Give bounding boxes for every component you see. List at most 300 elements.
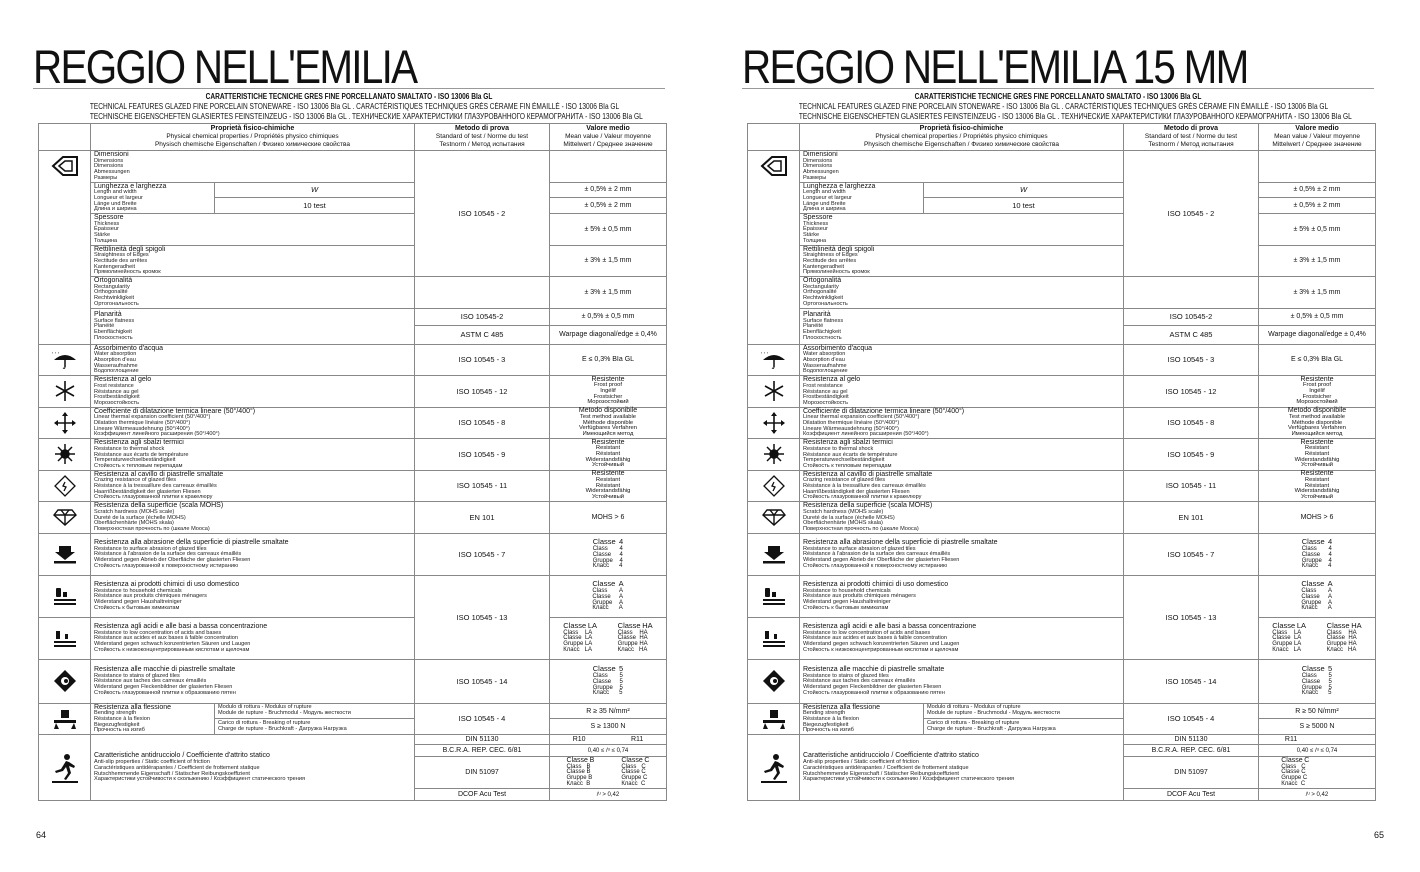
- acids-la-head: Classe: [563, 621, 587, 631]
- header-properties-sub1: Physical chemical properties / Propriétés physico chimiques: [875, 133, 1048, 140]
- din51097-g1-4: C: [1300, 780, 1306, 787]
- acids-la-c4: Класс: [1272, 646, 1289, 653]
- bending-breaking-1: Carico di rottura - Breaking of rupture: [927, 720, 1020, 727]
- shock-main: Resistenza agli sbalzi termici: [94, 439, 184, 447]
- straightness-main: Rettilineità degli spigoli: [803, 245, 875, 253]
- header-properties-title: Proprietà fisico-chimiche: [210, 125, 295, 132]
- bending-l1: Bending strength: [803, 710, 846, 717]
- water-main: Assorbimento d'acqua: [803, 344, 873, 352]
- row-crazing: [748, 470, 1376, 502]
- shock-v5: Устойчивый: [1301, 462, 1333, 469]
- abrasion-g3: 4: [1328, 557, 1332, 564]
- length-w: W: [924, 182, 1124, 198]
- acids-ha-col: [618, 623, 653, 653]
- household-label: [800, 575, 1124, 617]
- flatness-label: [800, 308, 1124, 344]
- flatness-methods: [1124, 308, 1259, 344]
- straightness-main: Rettilineità degli spigoli: [94, 245, 166, 253]
- thermal-v1: Metodo disponibile: [578, 407, 638, 415]
- header-method: [415, 124, 550, 151]
- dimensions-l1: Dimensions: [803, 157, 833, 164]
- mohs-label: [91, 502, 415, 534]
- abrasion-icon: [748, 533, 800, 575]
- mohs-main: Resistenza della superficie (scala MOHS): [94, 502, 224, 510]
- dimension-icon: [748, 151, 800, 345]
- subtitle-line-2: TECHNICAL FEATURES GLAZED FINE PORCELAIN STONEWARE - ISO 13006 BIa GL . CARACTÉRISTIQUES TECHNIQUES GRÈS CÉRAME FIN ÉMAILLÉ - ISO 13006 BIa GL: [798, 102, 1329, 111]
- water-l1: Water absorption: [803, 351, 846, 358]
- abrasion-g4: 4: [1328, 563, 1332, 570]
- din51097-c1-0: Classe: [566, 757, 588, 765]
- header-properties-sub2: Physisch chemische Eigenschaften / Физико химические свойства: [154, 141, 351, 148]
- household-g4: A: [618, 605, 623, 612]
- row-length-w: [748, 182, 1376, 198]
- thermal-main: Coefficiente di dilatazione termica lineare (50°/400°): [94, 407, 256, 415]
- abrasion-method: ISO 10545 - 7: [415, 533, 550, 575]
- din51097-c1-0: Classe: [1281, 757, 1303, 765]
- rectangularity-main: Ortogonalità: [803, 277, 842, 285]
- technical-features-table: [747, 123, 1376, 801]
- water-label: [91, 344, 415, 376]
- header-method-title: Metodo di prova: [454, 125, 510, 132]
- thickness-value: ± 5% ± 0,5 mm: [550, 214, 667, 246]
- subtitle-line-3: TECHNISCHE EIGENSCHEFTEN GLASIERTES FEINSTEINZEUG - ISO 13006 BIa GL . ТЕХНИЧЕСКИЕ ХАРАКТЕРИСТИКИ ГЛАЗУРОВАННОГО КЕРАМОГРАНИТА - ISO 13006 BIa GL: [798, 112, 1352, 121]
- mohs-method: EN 101: [1124, 502, 1259, 534]
- header-method: [1124, 124, 1259, 151]
- row-household-chemicals: [39, 575, 667, 617]
- water-l4: Водопоглощение: [803, 368, 848, 375]
- stains-l4: Стойкость глазурованной плитки к образованию пятен: [803, 689, 945, 696]
- abrasion-class-table: [1302, 538, 1332, 570]
- header-icon-cell: [748, 124, 800, 151]
- rectangularity-l1: Rectangularity: [94, 283, 130, 290]
- thermal-method: ISO 10545 - 8: [415, 407, 550, 439]
- dimension-icon: [39, 151, 91, 345]
- row-thermal-expansion: [748, 407, 1376, 439]
- stains-c2: Classe: [592, 678, 612, 685]
- acids-ha-col: [1327, 623, 1362, 653]
- rectangularity-method: [415, 277, 550, 309]
- frost-l3: Frostbeständigkeit: [803, 394, 849, 401]
- stains-l1: Resistance to stains of glazed tiles: [803, 672, 889, 679]
- slip-value-din51130: [550, 735, 667, 745]
- shock-value: [1259, 439, 1376, 471]
- mohs-method: EN 101: [415, 502, 550, 534]
- abrasion-g2: 4: [619, 551, 623, 558]
- length-test-value: ± 0,5% ± 2 mm: [1259, 198, 1376, 214]
- flatness-value-1: ± 0,5% ± 0,5 mm: [550, 309, 666, 326]
- frost-v1: Resistente: [1300, 375, 1334, 383]
- mohs-value: MOHS > 6: [1259, 502, 1376, 534]
- header-value-sub2: Mittelwert / Среднее значение: [1272, 141, 1362, 148]
- rectangularity-value: ± 3% ± 1,5 mm: [550, 277, 667, 309]
- din51130-value: R10: [572, 736, 586, 744]
- din51097-col-1: [567, 758, 595, 787]
- row-rectangularity: [748, 277, 1376, 309]
- row-length-w: [39, 182, 667, 198]
- abrasion-class-head: Classe: [592, 537, 616, 547]
- stains-group-head: 5: [1328, 664, 1333, 674]
- mohs-l4: Поверхностная прочность по (шкале Mooca): [94, 525, 210, 532]
- mohs-l3: Oberflächenhärte (MOHS skala): [94, 520, 174, 527]
- acids-l1: Resistance to low concentration of acids and bases: [803, 629, 931, 636]
- din51097-c1-3: Gruppe: [1281, 774, 1302, 781]
- shock-v3: Résistant: [1304, 451, 1330, 458]
- bending-l3: Biegezugfestigkeit: [94, 721, 140, 728]
- rectangularity-l3: Rechtwinkligkeit: [803, 295, 844, 302]
- title-divider: [742, 88, 1374, 89]
- slip-value-bcra: 0,40 ≤ /ᵘ ≤ 0,74: [550, 745, 667, 757]
- din51097-c1-2: Classe: [566, 769, 585, 776]
- household-c1: Class: [1301, 587, 1317, 594]
- shock-l4: Стойкость к тепловым перепадам: [803, 462, 892, 469]
- bending-modulus: [215, 703, 415, 719]
- acids-bases-icon: [748, 617, 800, 659]
- acids-value: [1259, 617, 1376, 659]
- flatness-method-1: ISO 10545-2: [415, 309, 549, 326]
- flatness-values: [1259, 308, 1376, 344]
- acids-la-g2: LA: [584, 635, 593, 642]
- dimensions-l3: Abmessungen: [94, 169, 130, 176]
- abrasion-l3: Widerstand gegen Abrieb der Oberfläche der glasierten Fliesen: [803, 557, 960, 564]
- abrasion-l1: Resistance to surface abrasion of glazed tiles: [94, 545, 207, 552]
- abrasion-c1: Class: [592, 545, 608, 552]
- thermal-v1: Metodo disponibile: [1287, 407, 1347, 415]
- length-w-value: ± 0,5% ± 2 mm: [550, 182, 667, 198]
- crazing-v4: Widerstandsfähig: [585, 488, 631, 495]
- row-dimensions: [39, 151, 667, 183]
- flatness-main: Planarità: [803, 310, 831, 318]
- abrasion-g2: 4: [1328, 551, 1332, 558]
- household-group-head: A: [1327, 579, 1333, 589]
- flatness-l2: Planéité: [94, 323, 115, 330]
- shock-value: [550, 439, 667, 471]
- thermal-l2: Dilatation thermique linéaire (50°/400°): [94, 420, 191, 427]
- straightness-label: [800, 245, 1124, 277]
- rectangularity-l3: Rechtwinkligkeit: [94, 295, 135, 302]
- slip-l2: Caractéristiques antidérapantes / Coefficient de frottement statique: [803, 764, 969, 771]
- rectangularity-main: Ortogonalità: [94, 277, 133, 285]
- slip-label: [800, 735, 1124, 801]
- acids-ha-g3: HA: [639, 640, 648, 647]
- flatness-l2: Planéité: [803, 323, 824, 330]
- acids-la-g4: LA: [1293, 646, 1301, 653]
- acids-ha-g3: HA: [1348, 640, 1357, 647]
- abrasion-l2: Résistance à l'abrasion de la surface des carreaux émaillés: [803, 551, 951, 558]
- shock-v1: Resistente: [591, 438, 625, 446]
- din51097-class-table: [1262, 758, 1372, 787]
- frost-v2: Frost proof: [593, 382, 623, 389]
- bending-breaking-2: Charge de rupture - Bruchkraft - Дагрузка Нагрузка: [218, 725, 347, 732]
- stains-value: [1259, 659, 1376, 703]
- sun-snow-icon: [39, 439, 91, 471]
- page-title: REGGIO NELL'EMILIA 15 MM: [742, 40, 1248, 93]
- bending-modulus-1: Modulo di rottura - Modulus of rupture: [927, 704, 1021, 711]
- thermal-l3: Lineare Wärmeausdehnung (50°/400°): [803, 425, 899, 432]
- row-thickness: [39, 214, 667, 246]
- slip-method-dcof: DCOF Acu Test: [415, 789, 550, 801]
- header-properties-title: Proprietà fisico-chimiche: [919, 125, 1004, 132]
- household-c3: Gruppe: [592, 599, 613, 606]
- header-icon-cell: [39, 124, 91, 151]
- shock-v5: Устойчивый: [592, 462, 624, 469]
- slip-person-icon: [39, 735, 91, 801]
- stains-c4: Класс: [1301, 690, 1319, 697]
- thickness-l3: Stärke: [803, 232, 820, 239]
- flatness-methods: [415, 308, 550, 344]
- water-l3: Wasseraufnahme: [803, 362, 847, 369]
- stain-diamond-icon: [748, 659, 800, 703]
- thickness-label: [800, 214, 1124, 246]
- flatness-l4: Плоскостность: [94, 334, 133, 341]
- rectangularity-l2: Orthogonalité: [803, 289, 837, 296]
- crazing-method: ISO 10545 - 11: [415, 470, 550, 502]
- household-g4: A: [1327, 605, 1332, 612]
- acids-label: [800, 617, 1124, 659]
- water-value: E ≤ 0,3% BIa GL: [1259, 344, 1376, 376]
- dimensions-main: Dimensioni: [94, 151, 129, 158]
- household-l1: Resistance to household chemicals: [94, 587, 182, 594]
- frost-l1: Frost resistance: [803, 382, 843, 389]
- dimensions-l4: Размеры: [803, 174, 827, 181]
- frost-method: ISO 10545 - 12: [1124, 376, 1259, 408]
- dimensions-l2: Dimensions: [94, 163, 124, 170]
- thermal-main: Coefficiente di dilatazione termica lineare (50°/400°): [803, 407, 965, 415]
- acids-la-c2: Classe: [1272, 635, 1291, 642]
- straightness-l3: Kantengeradheit: [94, 263, 136, 270]
- rectangularity-l2: Orthogonalité: [94, 289, 128, 296]
- stains-g3: 5: [619, 684, 623, 691]
- bending-strength-value: R ≥ 35 N/mm²: [550, 703, 667, 719]
- length-l4: Длина и ширина: [94, 206, 137, 213]
- din51097-g1-1: B: [586, 763, 591, 770]
- stains-c2: Classe: [1301, 678, 1321, 685]
- water-method: ISO 10545 - 3: [1124, 344, 1259, 376]
- crazing-l3: Haarrißbeständigkeit der glasierten Fliesen: [94, 488, 201, 495]
- shock-v2: Resistant: [1304, 445, 1330, 452]
- header-value-sub1: Mean value / Valeur moyenne: [1274, 133, 1360, 140]
- shock-v4: Widerstandsfähig: [1294, 456, 1340, 463]
- row-stains: [748, 659, 1376, 703]
- catalog-page-left: [33, 0, 673, 872]
- household-value: [550, 575, 667, 617]
- dimensions-method: ISO 10545 - 2: [1124, 151, 1259, 277]
- water-l4: Водопоглощение: [94, 368, 139, 375]
- slip-method-bcra: B.C.R.A. REP. CEC. 6/81: [415, 745, 550, 757]
- length-w-value: ± 0,5% ± 2 mm: [1259, 182, 1376, 198]
- abrasion-value: [1259, 533, 1376, 575]
- slip-l1: Anti-slip properties / Static coefficient of friction: [94, 759, 210, 766]
- din51097-g2-1: C: [641, 763, 646, 770]
- crazing-l2: Résistance à la tressaillure des carreaux émaillés: [803, 483, 926, 490]
- acids-la-g1: LA: [1293, 629, 1302, 636]
- stains-g2: 5: [619, 678, 623, 685]
- water-l2: Absorption d'eau: [94, 356, 136, 363]
- bending-label: [91, 703, 215, 735]
- crazing-l3: Haarrißbeständigkeit der glasierten Fliesen: [803, 488, 910, 495]
- row-acids-bases: [748, 617, 1376, 659]
- table-header-row: [748, 124, 1376, 151]
- rectangularity-l1: Rectangularity: [803, 283, 839, 290]
- straightness-l4: Прямолинейность кромок: [803, 269, 870, 276]
- acids-ha-g2: HA: [639, 635, 648, 642]
- household-class-table: [1301, 580, 1332, 612]
- water-method: ISO 10545 - 3: [415, 344, 550, 376]
- household-class-table: [592, 580, 623, 612]
- dimensions-main: Dimensioni: [803, 151, 838, 158]
- crazing-value: [1259, 470, 1376, 502]
- slip-value-bcra: 0,40 ≤ /ᵘ ≤ 0,74: [1259, 745, 1376, 757]
- din51097-c1-1: Class: [1281, 763, 1297, 770]
- din51097-g2-4: C: [641, 780, 646, 787]
- household-g3: A: [1328, 599, 1333, 606]
- din51097-g1-2: B: [586, 769, 591, 776]
- bending-weight-icon: [748, 703, 800, 735]
- header-method-title: Metodo di prova: [1163, 125, 1219, 132]
- abrasion-label: [91, 533, 415, 575]
- crazing-label: [91, 470, 415, 502]
- bending-weight-icon: [39, 703, 91, 735]
- header-properties-sub1: Physical chemical properties / Propriétés physico chimiques: [166, 133, 339, 140]
- crazing-v3: Résistant: [1304, 482, 1330, 489]
- stains-l3: Widerstand gegen Fleckenbildner der glasierten Fliesen: [94, 684, 233, 691]
- abrasion-l1: Resistance to surface abrasion of glazed tiles: [803, 545, 916, 552]
- water-value: E ≤ 0,3% BIa GL: [550, 344, 667, 376]
- acids-ha-g1: HA: [639, 629, 648, 636]
- abrasion-main: Resistenza alla abrasione della superficie di piastrelle smaltate: [803, 538, 998, 546]
- dimensions-label: [91, 151, 415, 183]
- crazing-v4: Widerstandsfähig: [1294, 488, 1340, 495]
- gem-icon: [39, 502, 91, 534]
- acids-main: Resistenza agli acidi e alle basi a bassa concentrazione: [803, 622, 977, 630]
- bending-breaking: [924, 719, 1124, 735]
- din51097-c1-3: Gruppe: [566, 774, 587, 781]
- acids-l2: Résistance aux acides et aux bases à faible concentration: [803, 635, 947, 642]
- acids-ha-c2: Classe: [617, 635, 636, 642]
- row-acids-bases: [39, 617, 667, 659]
- dimensions-l4: Размеры: [94, 174, 118, 181]
- bending-l1: Bending strength: [94, 710, 137, 717]
- frost-l1: Frost resistance: [94, 382, 134, 389]
- slip-method-bcra: B.C.R.A. REP. CEC. 6/81: [1124, 745, 1259, 757]
- acids-la-g1: LA: [584, 629, 593, 636]
- crazing-v3: Résistant: [595, 482, 621, 489]
- household-l3: Widerstand gegen Haushaltreiniger: [803, 599, 891, 606]
- header-properties: [91, 124, 415, 151]
- page-title: REGGIO NELL'EMILIA: [33, 40, 417, 93]
- row-abrasion: [748, 533, 1376, 575]
- mohs-l2: Dureté de la surface (échelle MOHS): [803, 514, 895, 521]
- shock-label: [800, 439, 1124, 471]
- flatness-values: [550, 308, 667, 344]
- length-main: Lunghezza e larghezza: [803, 182, 876, 190]
- din51097-c1-4: Класс: [1281, 780, 1298, 787]
- acids-la-c2: Classe: [563, 635, 582, 642]
- slip-value-din51130: [1259, 735, 1376, 745]
- acids-la-g3: LA: [584, 640, 593, 647]
- mohs-l3: Oberflächenhärte (MOHS skala): [803, 520, 883, 527]
- din51097-c2-1: Class: [621, 763, 637, 770]
- abrasion-g1: 4: [619, 545, 623, 552]
- bending-strength-value: R ≥ 50 N/mm²: [1259, 703, 1376, 719]
- din51097-g1-4: B: [586, 780, 591, 787]
- din51097-c1-1: Class: [566, 763, 582, 770]
- abrasion-c1: Class: [1301, 545, 1317, 552]
- abrasion-class-table: [593, 538, 623, 570]
- stains-l1: Resistance to stains of glazed tiles: [94, 672, 180, 679]
- abrasion-value: [550, 533, 667, 575]
- thermal-l3: Lineare Wärmeausdehnung (50°/400°): [94, 425, 190, 432]
- frost-v4: Frostsicher: [1302, 393, 1332, 400]
- stains-g4: 5: [619, 690, 623, 697]
- abrasion-c3: Gruppe: [1301, 557, 1322, 564]
- din51097-col-2: [621, 758, 649, 787]
- header-value-sub1: Mean value / Valeur moyenne: [565, 133, 651, 140]
- header-method-sub1: Standard of test / Norme du test: [435, 133, 529, 140]
- row-dimensions: [748, 151, 1376, 183]
- crazing-l4: Стойкость глазурованной плитки к кракелюру: [803, 494, 922, 501]
- crazing-main: Resistenza al cavillo di piastrelle smaltate: [94, 470, 224, 478]
- header-method-sub2: Testnorm / Метод испытания: [1148, 141, 1234, 148]
- slip-method-din51130: DIN 51130: [1124, 735, 1259, 745]
- din51097-c2-2: Classe: [621, 769, 640, 776]
- stains-class-head: Classe: [592, 664, 616, 674]
- household-group-head: A: [618, 579, 624, 589]
- acids-la-col: [1272, 623, 1306, 653]
- length-l3: Länge und Breite: [94, 200, 137, 207]
- stains-class-table: [1302, 665, 1332, 697]
- row-thermal-expansion: [39, 407, 667, 439]
- crazing-l4: Стойкость глазурованной плитки к кракелюру: [94, 494, 213, 501]
- flatness-l4: Плоскостность: [803, 334, 842, 341]
- length-label: [800, 182, 924, 214]
- slip-main: Caratteristiche antidrucciolo / Coefficiente d'attrito statico: [94, 752, 270, 760]
- stains-value: [550, 659, 667, 703]
- umbrella-icon: [748, 344, 800, 376]
- stains-l4: Стойкость глазурованной плитки к образованию пятен: [94, 689, 236, 696]
- row-slip-din51130: [748, 735, 1376, 745]
- slip-main: Caratteristiche antidrucciolo / Coefficiente d'attrito statico: [803, 752, 979, 760]
- acids-ha-g0: HA: [1351, 621, 1362, 631]
- abrasion-icon: [39, 533, 91, 575]
- bending-modulus: [924, 703, 1124, 719]
- stains-l2: Résistance aux taches des carreaux émaillés: [94, 678, 207, 685]
- slip-value-dcof: /ᵘ > 0,42: [550, 789, 667, 801]
- straightness-l3: Kantengeradheit: [803, 263, 845, 270]
- thickness-l2: Épaisseur: [803, 226, 828, 233]
- mohs-l4: Поверхностная прочность по (шкале Mooca): [803, 525, 919, 532]
- abrasion-c4: Класс: [592, 563, 610, 570]
- din51097-col-1: [1281, 758, 1309, 787]
- row-rectangularity: [39, 277, 667, 309]
- flatness-value-1: ± 0,5% ± 0,5 mm: [1259, 309, 1375, 326]
- household-g3: A: [619, 599, 624, 606]
- shock-l3: Temperaturwechselbeständigkeit: [803, 457, 885, 464]
- dimensions-label: [800, 151, 1124, 183]
- flatness-l3: Ebenflächigkeit: [94, 328, 132, 335]
- bending-l3: Biegezugfestigkeit: [803, 721, 849, 728]
- umbrella-icon: [39, 344, 91, 376]
- thermal-l1: Linear thermal expansion coefficient (50°/400°): [94, 414, 211, 421]
- stains-method: ISO 10545 - 14: [1124, 659, 1259, 703]
- acids-main: Resistenza agli acidi e alle basi a bassa concentrazione: [94, 622, 268, 630]
- abrasion-g4: 4: [619, 563, 623, 570]
- breaking-load-value: S ≥ 5000 N: [1259, 719, 1376, 735]
- row-thermal-shock: [39, 439, 667, 471]
- thickness-l4: Толщина: [94, 237, 118, 244]
- stains-l3: Widerstand gegen Fleckenbildner der glasierten Fliesen: [803, 684, 942, 691]
- stains-group-head: 5: [619, 664, 624, 674]
- bending-l4: Прочность на изгиб: [803, 727, 854, 734]
